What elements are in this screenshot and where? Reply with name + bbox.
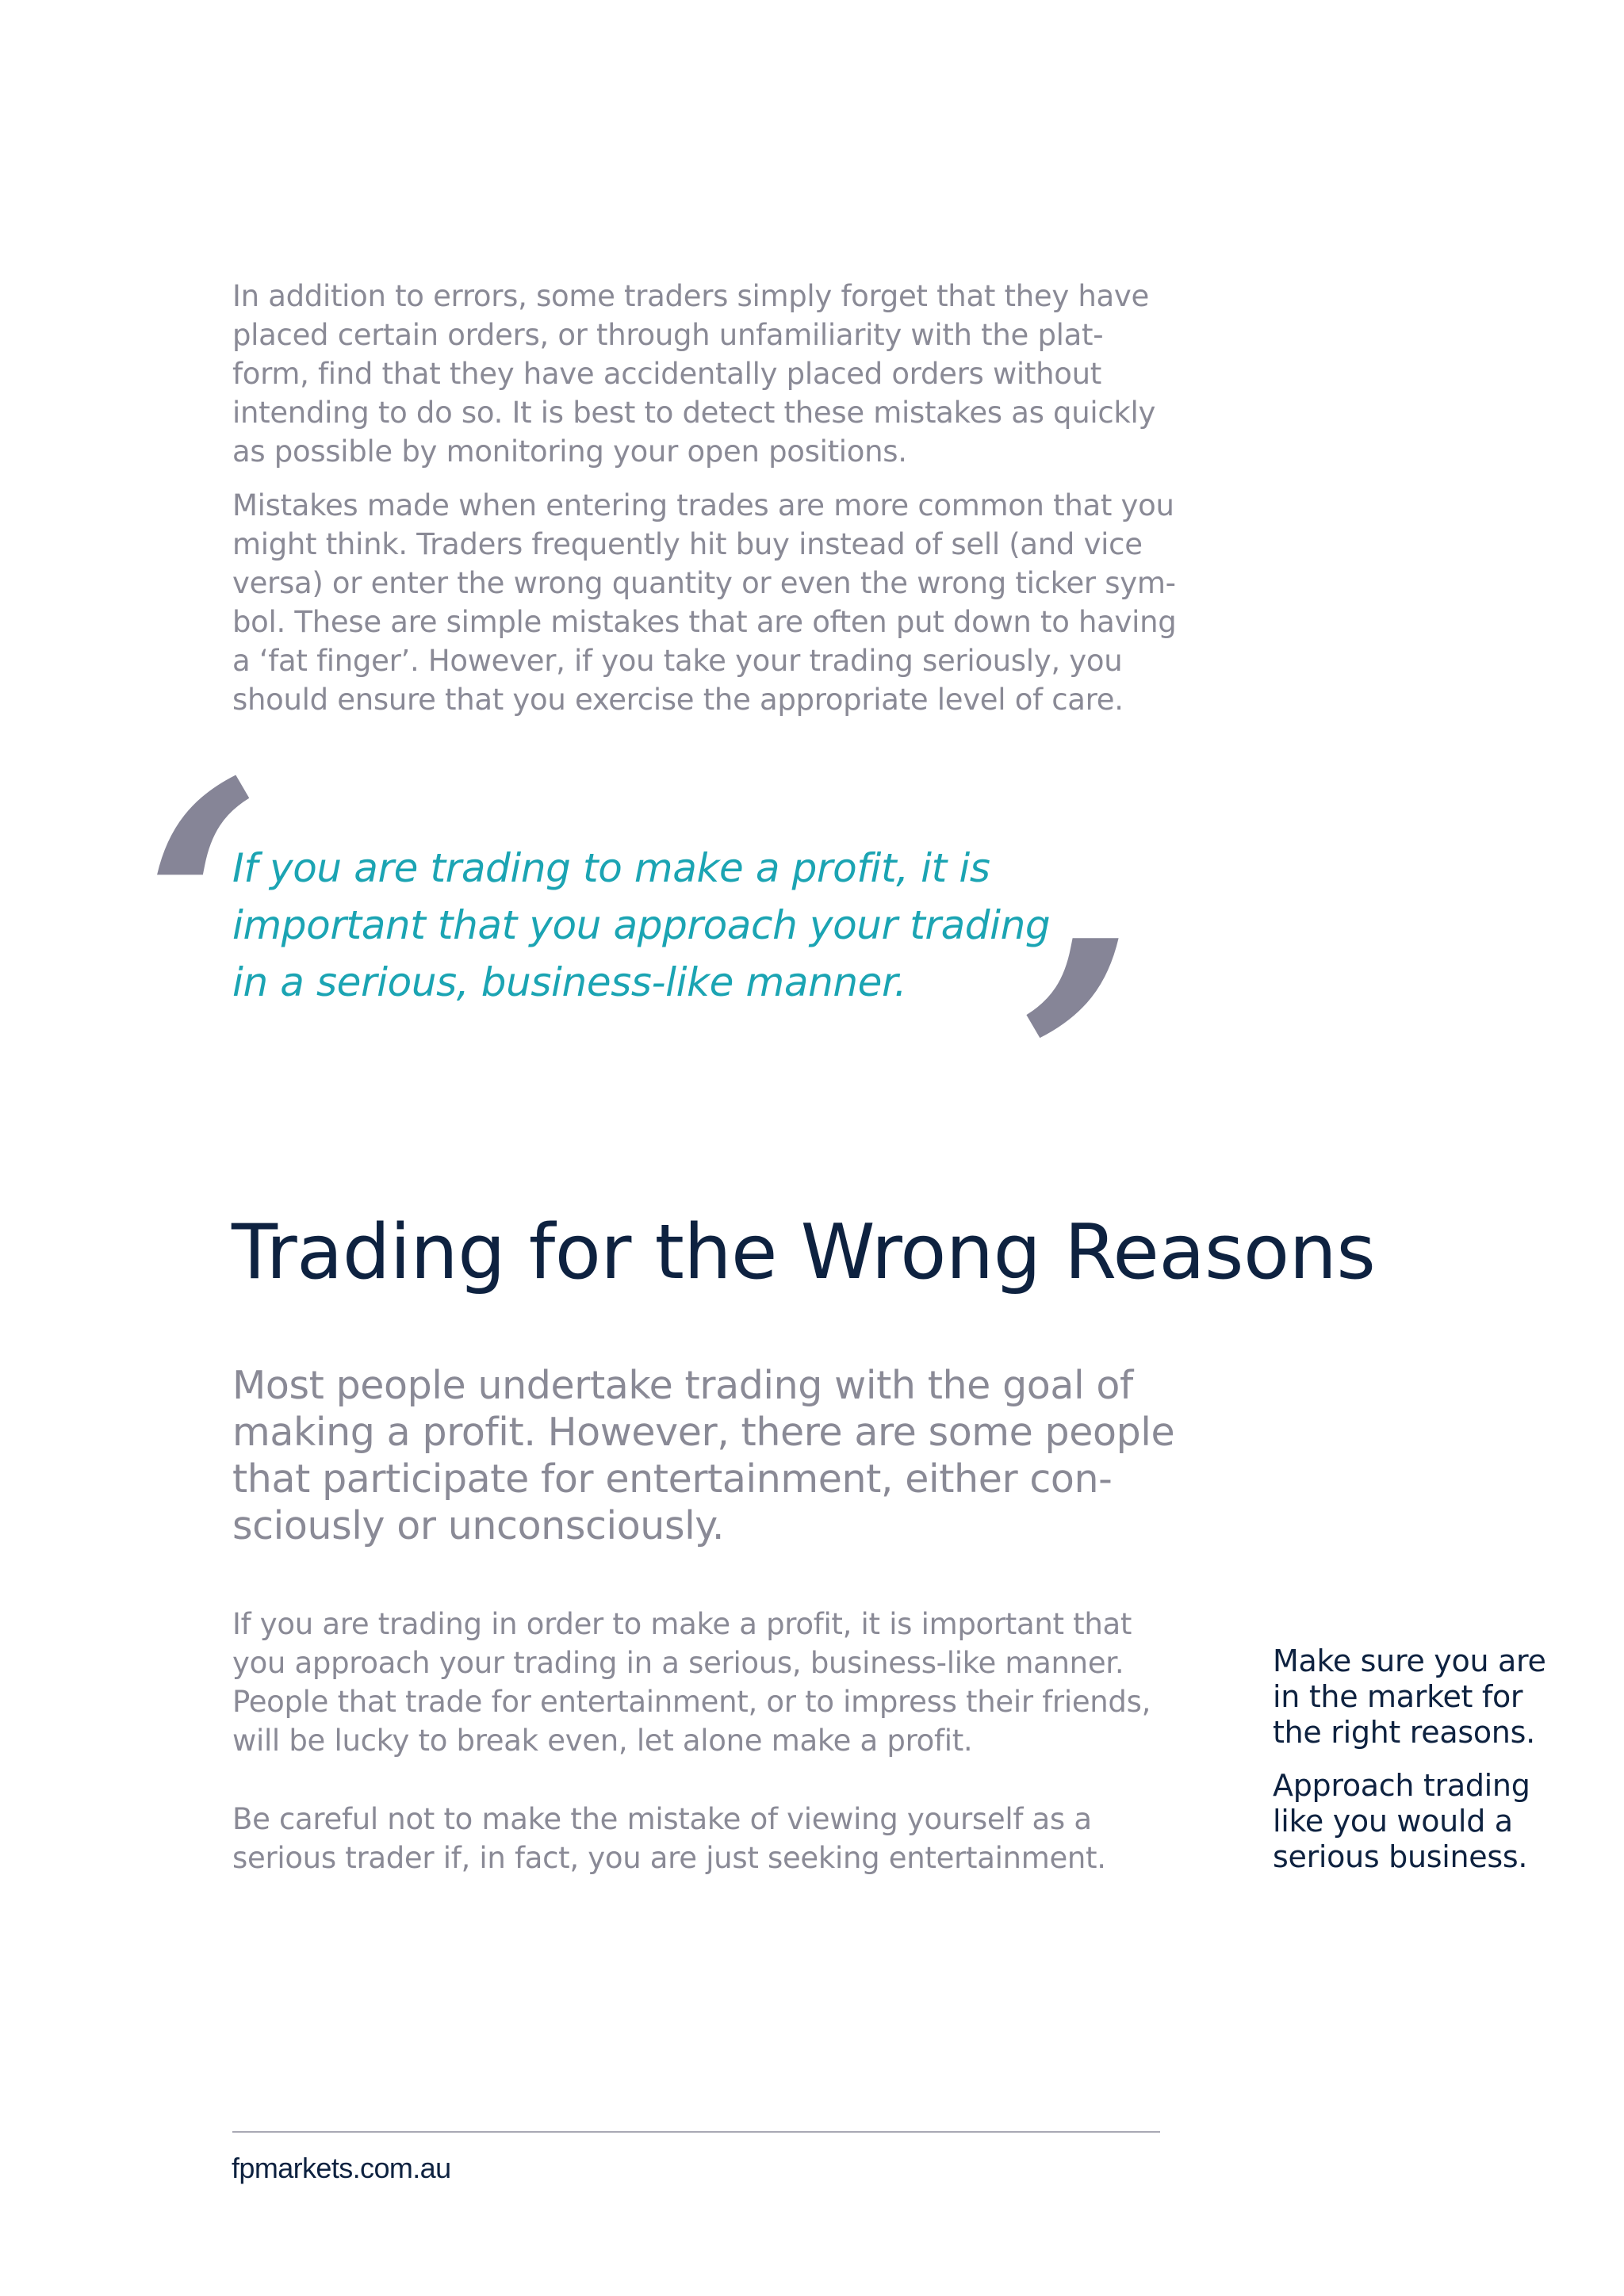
body-paragraph: In addition to errors, some traders simply forget that they have placed certain orders, or through unfamiliarity with the plat- form, find that they have accidentally placed orders without intending to do so. It is best to detect these mistakes as quickly as possible by monitoring your open positions. xyxy=(232,279,1156,469)
sidebar-note: Approach trading like you would a serious business. xyxy=(1273,1768,1530,1874)
section-intro: Most people undertake trading with the goal of making a profit. However, there are some people that participate for entertainment, either con- sciously or unconsciously. xyxy=(232,1363,1175,1548)
pull-quote: If you are trading to make a profit, it is important that you approach your trading in a serious, business-like manner. xyxy=(232,845,1051,1005)
sidebar-note: Make sure you are in the market for the right reasons. xyxy=(1273,1644,1546,1750)
footer-divider xyxy=(232,2131,1160,2133)
open-quote-mark-icon: ‘ xyxy=(143,706,265,1116)
section-title: Trading for the Wrong Reasons xyxy=(232,1209,1376,1296)
body-paragraph: Be careful not to make the mistake of viewing yourself as a serious trader if, in fact, you are just seeking entertainment. xyxy=(232,1802,1106,1875)
footer-url: fpmarkets.com.au xyxy=(232,2152,451,2184)
sidebar-notes xyxy=(1273,1644,1606,1892)
body-paragraph: Mistakes made when entering trades are more common that you might think. Traders frequently hit buy instead of sell (and vice versa) or enter the wrong quantity or even the wrong ticker sym- bol. These are simple mistakes that are often put down to having a ‘fat finger’. However, if you take your trading seriously, you should ensure that you exercise the appropriate level of care. xyxy=(232,488,1177,717)
body-paragraph: If you are trading in order to make a profit, it is important that you approach your trading in a serious, business-like manner. People that trade for entertainment, or to impress their friends, will be lucky to break even, let alone make a profit. xyxy=(232,1607,1151,1758)
close-quote-mark-icon: ’ xyxy=(1015,865,1137,1275)
